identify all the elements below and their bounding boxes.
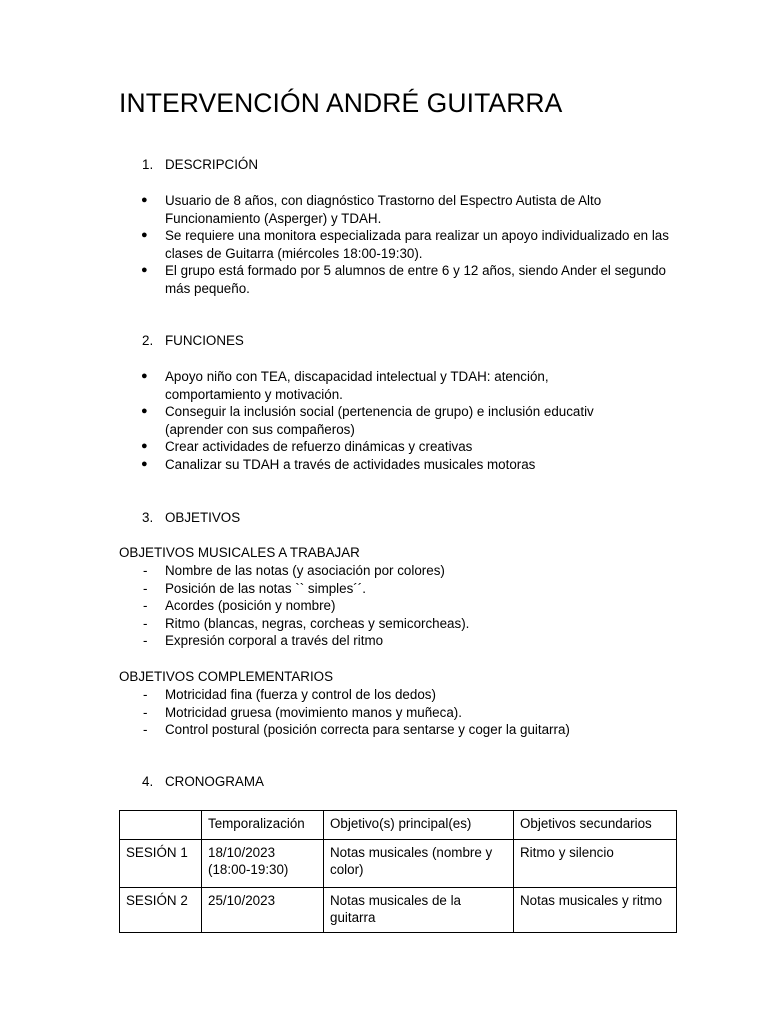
bullet-mark: ●: [141, 194, 148, 206]
section-number: 1.: [142, 157, 154, 172]
dash-mark: -: [143, 598, 148, 614]
table-cell: 25/10/2023: [202, 888, 324, 933]
list-item: ● Canalizar su TDAH a través de actividades musicales motoras: [141, 456, 536, 472]
list-item: ● Apoyo niño con TEA, discapacidad intelectual y TDAH: atención, comportamiento y motivación.: [141, 369, 549, 402]
table-row: [120, 840, 677, 888]
list-item: - Ritmo (blancas, negras, corcheas y semicorcheas).: [143, 615, 470, 631]
list-item: ● Crear actividades de refuerzo dinámicas y creativas: [141, 439, 473, 455]
table-cell: Notas musicales de la guitarra: [324, 888, 514, 933]
dash-mark: -: [143, 687, 148, 702]
list-item: - Expresión corporal a través del ritmo: [143, 633, 384, 649]
list-item: - Motricidad fina (fuerza y control de los dedos): [143, 687, 436, 702]
bullet-mark: ●: [141, 440, 148, 453]
list-item: ● El grupo está formado por 5 alumnos de entre 6 y 12 años, siendo Ander el segundo más pequeño.: [141, 263, 666, 296]
list-item: ● Conseguir la inclusión social (pertenencia de grupo) e inclusión educativ (aprender con sus compañeros): [141, 404, 594, 437]
section-label: OBJETIVOS: [165, 510, 241, 525]
dash-mark: -: [143, 615, 148, 631]
dash-mark: -: [143, 563, 148, 578]
dash-mark: -: [143, 633, 148, 649]
document-title: INTERVENCIÓN ANDRÉ GUITARRA: [119, 88, 563, 118]
table-header-cell: Temporalización: [202, 811, 324, 840]
descripcion-list: [141, 192, 681, 298]
section-heading-cronograma: [142, 773, 264, 791]
funciones-list: [141, 368, 621, 474]
table-header-row: [120, 811, 677, 840]
section-heading-objetivos: [142, 509, 240, 527]
table-cell: Notas musicales y ritmo: [514, 888, 677, 933]
table-cell: Ritmo y silencio: [514, 840, 677, 888]
table-header-cell: Objetivo(s) principal(es): [324, 811, 514, 840]
section-label: CRONOGRAMA: [165, 774, 264, 789]
cronograma-table: [119, 810, 677, 933]
dash-mark: -: [143, 722, 148, 738]
list-item: - Control postural (posición correcta para sentarse y coger la guitarra): [143, 722, 570, 738]
objetivos-complementarios-heading: OBJETIVOS COMPLEMENTARIOS: [119, 669, 334, 684]
bullet-mark: ●: [141, 264, 148, 277]
list-item: - Acordes (posición y nombre): [143, 598, 336, 614]
bullet-mark: ●: [141, 370, 148, 382]
table-row: [120, 888, 677, 933]
table-header-cell: [120, 811, 202, 840]
section-label: FUNCIONES: [165, 333, 244, 348]
section-number: 2.: [142, 333, 154, 348]
table-cell: SESIÓN 1: [120, 840, 202, 888]
table-cell: SESIÓN 2: [120, 888, 202, 933]
table-header-cell: Objetivos secundarios: [514, 811, 677, 840]
section-heading-funciones: [142, 332, 244, 350]
objetivos-complementarios-list: [143, 686, 663, 739]
objetivos-musicales-heading: OBJETIVOS MUSICALES A TRABAJAR: [119, 545, 360, 560]
list-item: ● Se requiere una monitora especializada para realizar un apoyo individualizado en las clases de Guitarra (miércoles 18:00-19:30).: [141, 228, 669, 261]
list-item: - Motricidad gruesa (movimiento manos y muñeca).: [143, 704, 462, 720]
table-cell: Notas musicales (nombre y color): [324, 840, 514, 888]
bullet-mark: ●: [141, 229, 148, 242]
table-cell: 18/10/2023 (18:00-19:30): [202, 840, 324, 888]
list-item: ● Usuario de 8 años, con diagnóstico Trastorno del Espectro Autista de Alto Funcionamiento (Asperger) y TDAH.: [141, 193, 602, 226]
section-number: 3.: [142, 510, 154, 525]
list-item: - Nombre de las notas (y asociación por colores): [143, 563, 445, 578]
section-heading-descripcion: [142, 156, 258, 174]
list-item: - Posición de las notas `` simples´´.: [143, 580, 366, 596]
section-label: DESCRIPCIÓN: [165, 157, 259, 172]
section-number: 4.: [142, 774, 154, 789]
bullet-mark: ●: [141, 457, 148, 470]
objetivos-musicales-list: [143, 562, 663, 650]
bullet-mark: ●: [141, 405, 148, 418]
dash-mark: -: [143, 704, 148, 720]
dash-mark: -: [143, 580, 148, 596]
